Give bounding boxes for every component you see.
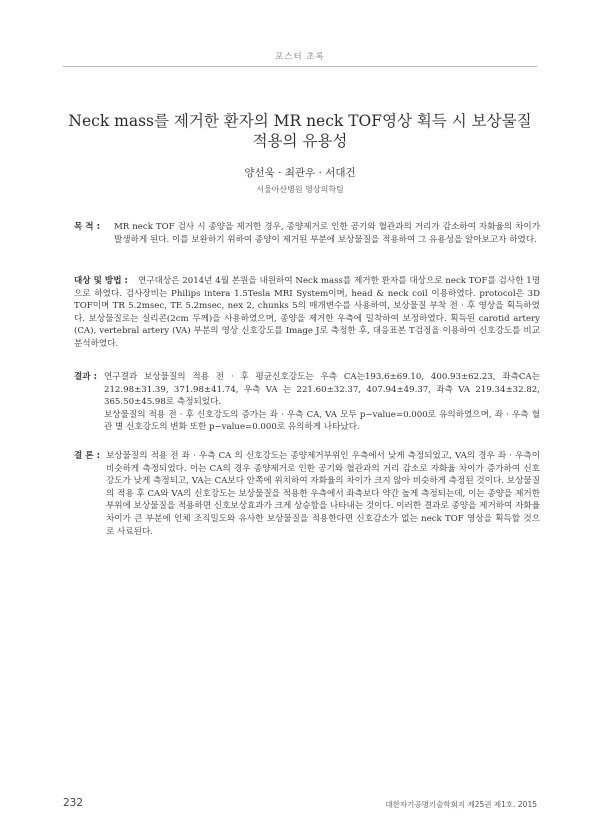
conclusion-label: 결 론 : [74, 451, 101, 461]
results-text [74, 371, 540, 434]
purpose-label: 목 적 : [74, 222, 101, 232]
title-line-1: Neck mass를 제거한 환자의 MR neck TOF영상 획득 시 보상물질 [68, 112, 532, 130]
results-label: 결과 : [74, 372, 98, 382]
results-text-1: 연구결과 보상물질의 적용 전 · 후 평균신호강도는 우측 CA는193.6±69.10, 400.93±62.23, 좌측CA는 212.98±31.39, 371.98±41.74, 우측 VA 는 221.60±32.37, 407.94±49.37, 좌측 VA 219.34±32.82, 365.50±45.98로 측정되었다. [104, 372, 540, 408]
page-number: 232 [63, 797, 84, 809]
section-results [74, 371, 540, 434]
section-purpose [74, 221, 540, 246]
journal-citation: 대한자기공명기술학회지 제25권 제1호. 2015 [385, 800, 537, 809]
conclusion-text: 보상물질의 적용 전 좌 · 우측 CA 의 신호강도는 종양제거부위인 우측에서 낮게 측정되었고, VA의 경우 좌 · 우측이 비슷하게 측정되었다. 이는 CA의 경우 종양제거로 인한 공기와 혈관과의 거리 감소로 자화율 차이가 증가하여 신호강도가 낮게 측정되고, VA는 CA보다 안쪽에 위치하여 자화율의 차이가 크지 않아 비슷하게 측정된 것이다. 보상물질의 적용 후 CA와 VA의 신호강도는 보상물질을 적용한 우측에서 좌측보다 약간 높게 측정되는데, 이는 종양을 제거한 부위에 보상물질을 적용하면 신호보상효과가 크게 상승함을 나타내는 것이다. 이러한 결과로 종양을 제거하여 자화율 차이가 큰 부분에 인체 조직밀도와 유사한 보상물질을 적용한다면 신호감소가 없는 neck TOF 영상을 획득할 것으로 사료된다. [106, 451, 540, 537]
affiliation: 서울아산병원 영상의학팀 [256, 185, 344, 194]
section-header: 포스터 초록 [275, 52, 325, 62]
purpose-text: MR neck TOF 검사 시 종양을 제거한 경우, 종양제거로 인한 공기와 혈관과의 거리가 감소하여 자화율의 차이가 발생하게 된다. 이를 보완하기 위하여 종양이 제거된 부분에 보상물질을 적용하여 그 유용성을 알아보고자 하였다. [114, 222, 540, 245]
paper-title [60, 111, 540, 151]
title-line-2: 적용의 유용성 [252, 132, 348, 150]
author-list: 양선욱 · 최관우 · 서대건 [244, 167, 356, 179]
section-conclusion [74, 450, 540, 538]
section-methods [74, 275, 540, 351]
results-text-2: 보상물질의 적용 전 · 후 신호강도의 증가는 좌 · 우측 CA, VA 모두 p−value=0.000로 유의하였으며, 좌 · 우측 혈관 별 신호강도의 변화 또한 p−value=0.000로 유의하게 나타났다. [104, 409, 540, 433]
methods-label: 대상 및 방법 : [74, 276, 128, 286]
methods-text: 연구대상은 2014년 4월 본원을 내원하여 Neck mass를 제거한 환자를 대상으로 neck TOF를 검사한 1명으로 하였다. 검사장비는 Philips intera 1.5Tesla MRI System이며, head & neck coil 이용하였다. protocol은 3D TOF이며 TR 5.2msec, TE 5.2msec, nex 2, chunks 5의 매개변수를 사용하여, 보상물질 부착 전 · 후 영상을 획득하였다. 보상물질로는 실리콘(2cm 두께)을 사용하였으며, 종양을 제거한 우측에 밀착하여 보정하였다. 획득된 carotid artery (CA), vertebral artery (VA) 부분의 영상 신호강도를 Image J로 측정한 후, 대응표본 T검정을 이용하여 신호강도를 비교 분석하였다. [74, 276, 540, 349]
header-divider [63, 66, 537, 67]
